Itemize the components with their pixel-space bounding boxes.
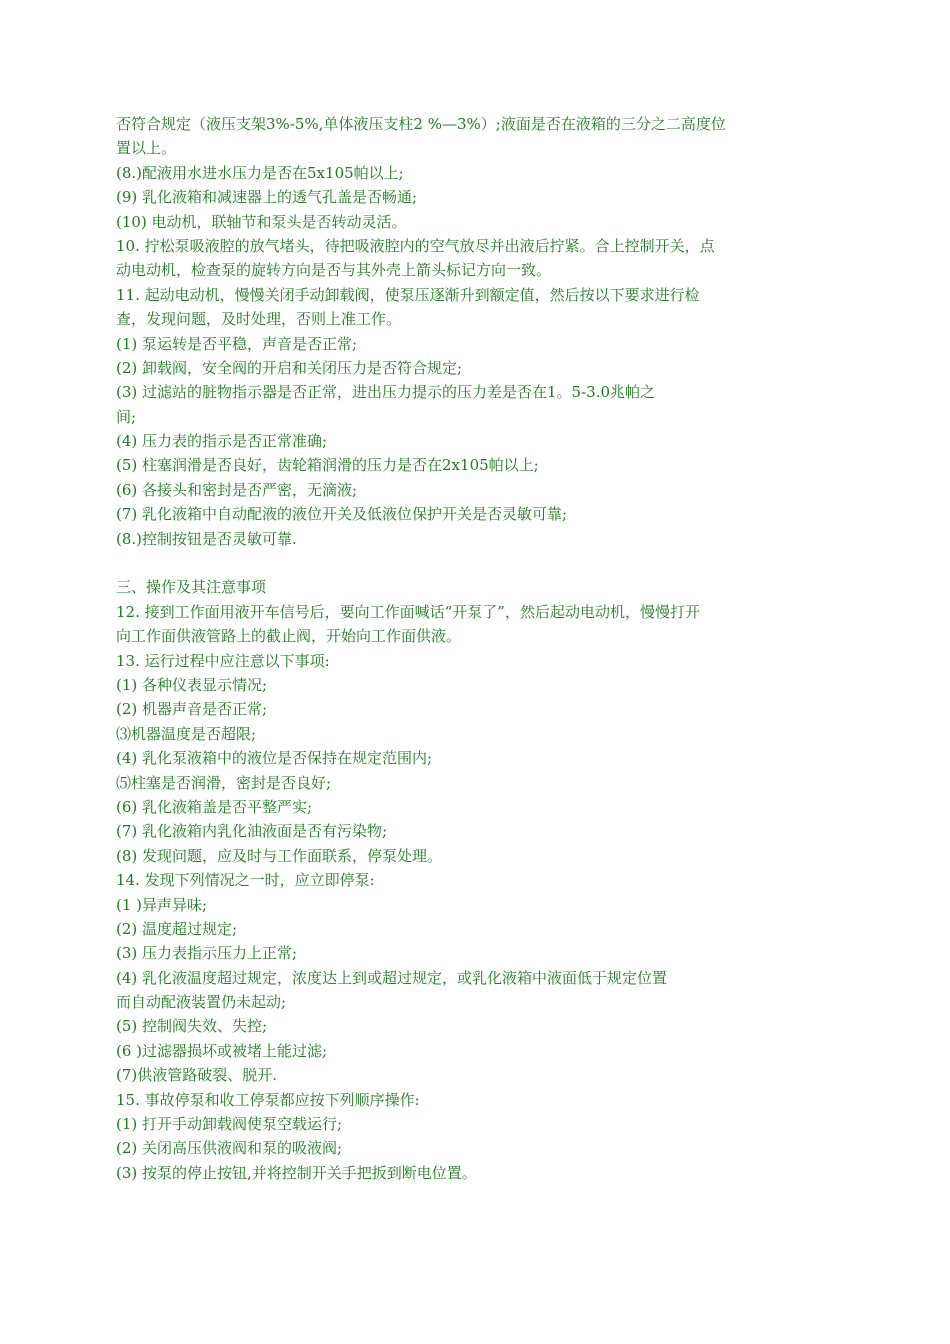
text-line: 向工作面供液管路上的截止阀，开始向工作面供液。 — [116, 627, 462, 646]
text-line: 13. 运行过程中应注意以下事项: — [116, 651, 330, 670]
text-line: 10. 拧松泵吸液腔的放气堵头，待把吸液腔内的空气放尽并出液后拧紧。合上控制开关，点 — [116, 236, 715, 255]
text-line: (6) 各接头和密封是否严密，无滴液; — [116, 480, 358, 499]
text-line: (8) 发现问题，应及时与工作面联系，停泵处理。 — [116, 846, 443, 865]
text-line: 12. 接到工作面用液开车信号后，要向工作面喊话“开泵了”，然后起动电动机，慢慢打开 — [116, 602, 700, 621]
text-line: 11. 起动电动机，慢慢关闭手动卸载阀，使泵压逐渐升到额定值，然后按以下要求进行检 — [116, 285, 700, 304]
text-line: (8.)控制按钮是否灵敏可靠. — [116, 529, 297, 548]
document-body — [116, 112, 846, 1185]
text-line: (2) 温度超过规定; — [116, 919, 238, 938]
text-line: 间; — [116, 407, 137, 426]
text-line: (6 )过滤器损坏或被堵上能过滤; — [116, 1041, 328, 1060]
text-line: (7)供液管路破裂、脱开. — [116, 1066, 278, 1085]
text-line: (5) 柱塞润滑是否良好，齿轮箱润滑的压力是否在2x105帕以上; — [116, 456, 539, 475]
text-line: (1) 泵运转是否平稳，声音是否正常; — [116, 334, 358, 353]
text-line: 15. 事故停泵和收工停泵都应按下列顺序操作: — [116, 1090, 420, 1109]
blank-line — [116, 551, 846, 575]
text-line: (3) 过滤站的脏物指示器是否正常，进出压力提示的压力差是否在1。5-3.0兆帕之 — [116, 383, 656, 402]
text-line: (9) 乳化液箱和减速器上的透气孔盖是否畅通; — [116, 188, 418, 207]
text-line: (1 )异声异味; — [116, 895, 208, 914]
text-line: (2) 机器声音是否正常; — [116, 700, 268, 719]
text-line: 动电动机，检查泵的旋转方向是否与其外壳上箭头标记方向一致。 — [116, 261, 552, 280]
text-line: (3) 压力表指示压力上正常; — [116, 944, 298, 963]
text-line: (3) 按泵的停止按钮,并将控制开关手把扳到断电位置。 — [116, 1163, 477, 1182]
text-line: 而自动配液装置仍未起动; — [116, 993, 287, 1012]
text-line: (4) 乳化液温度超过规定，浓度达上到或超过规定，或乳化液箱中液面低于规定位置 — [116, 968, 668, 987]
text-line: (7) 乳化液箱中自动配液的液位开关及低液位保护开关是否灵敏可靠; — [116, 505, 568, 524]
text-line: (7) 乳化液箱内乳化油液面是否有污染物; — [116, 822, 388, 841]
text-line: ⑶机器温度是否超限; — [116, 724, 257, 743]
text-line: (4) 乳化泵液箱中的液位是否保持在规定范围内; — [116, 749, 433, 768]
text-line: (6) 乳化液箱盖是否平整严实; — [116, 797, 313, 816]
text-line: (10) 电动机，联轴节和泵头是否转动灵活。 — [116, 212, 407, 231]
text-line: 否符合规定（液压支架3%-5%,单体液压支柱2 %—3%）;液面是否在液箱的三分之二高度位 — [116, 115, 726, 133]
text-line: 查，发现问题，及时处理，否则上准工作。 — [116, 310, 402, 329]
text-line: (1) 打开手动卸载阀使泵空载运行; — [116, 1115, 343, 1134]
text-line: (8.)配液用水进水压力是否在5x105帕以上; — [116, 163, 404, 182]
text-line: ⑸柱塞是否润滑，密封是否良好; — [116, 773, 332, 792]
text-line: (5) 控制阀失效、失控; — [116, 1017, 268, 1036]
text-line: (4) 压力表的指示是否正常准确; — [116, 432, 328, 451]
text-line: 置以上。 — [116, 139, 177, 158]
text-line: (1) 各种仪表显示情况; — [116, 675, 268, 694]
text-line: (2) 关闭高压供液阀和泵的吸液阀; — [116, 1139, 343, 1158]
text-line: (2) 卸载阀，安全阀的开启和关闭压力是否符合规定; — [116, 358, 463, 377]
text-line: 三、操作及其注意事项 — [116, 578, 267, 597]
text-line: 14. 发现下列情况之一时，应立即停泵: — [116, 871, 375, 890]
